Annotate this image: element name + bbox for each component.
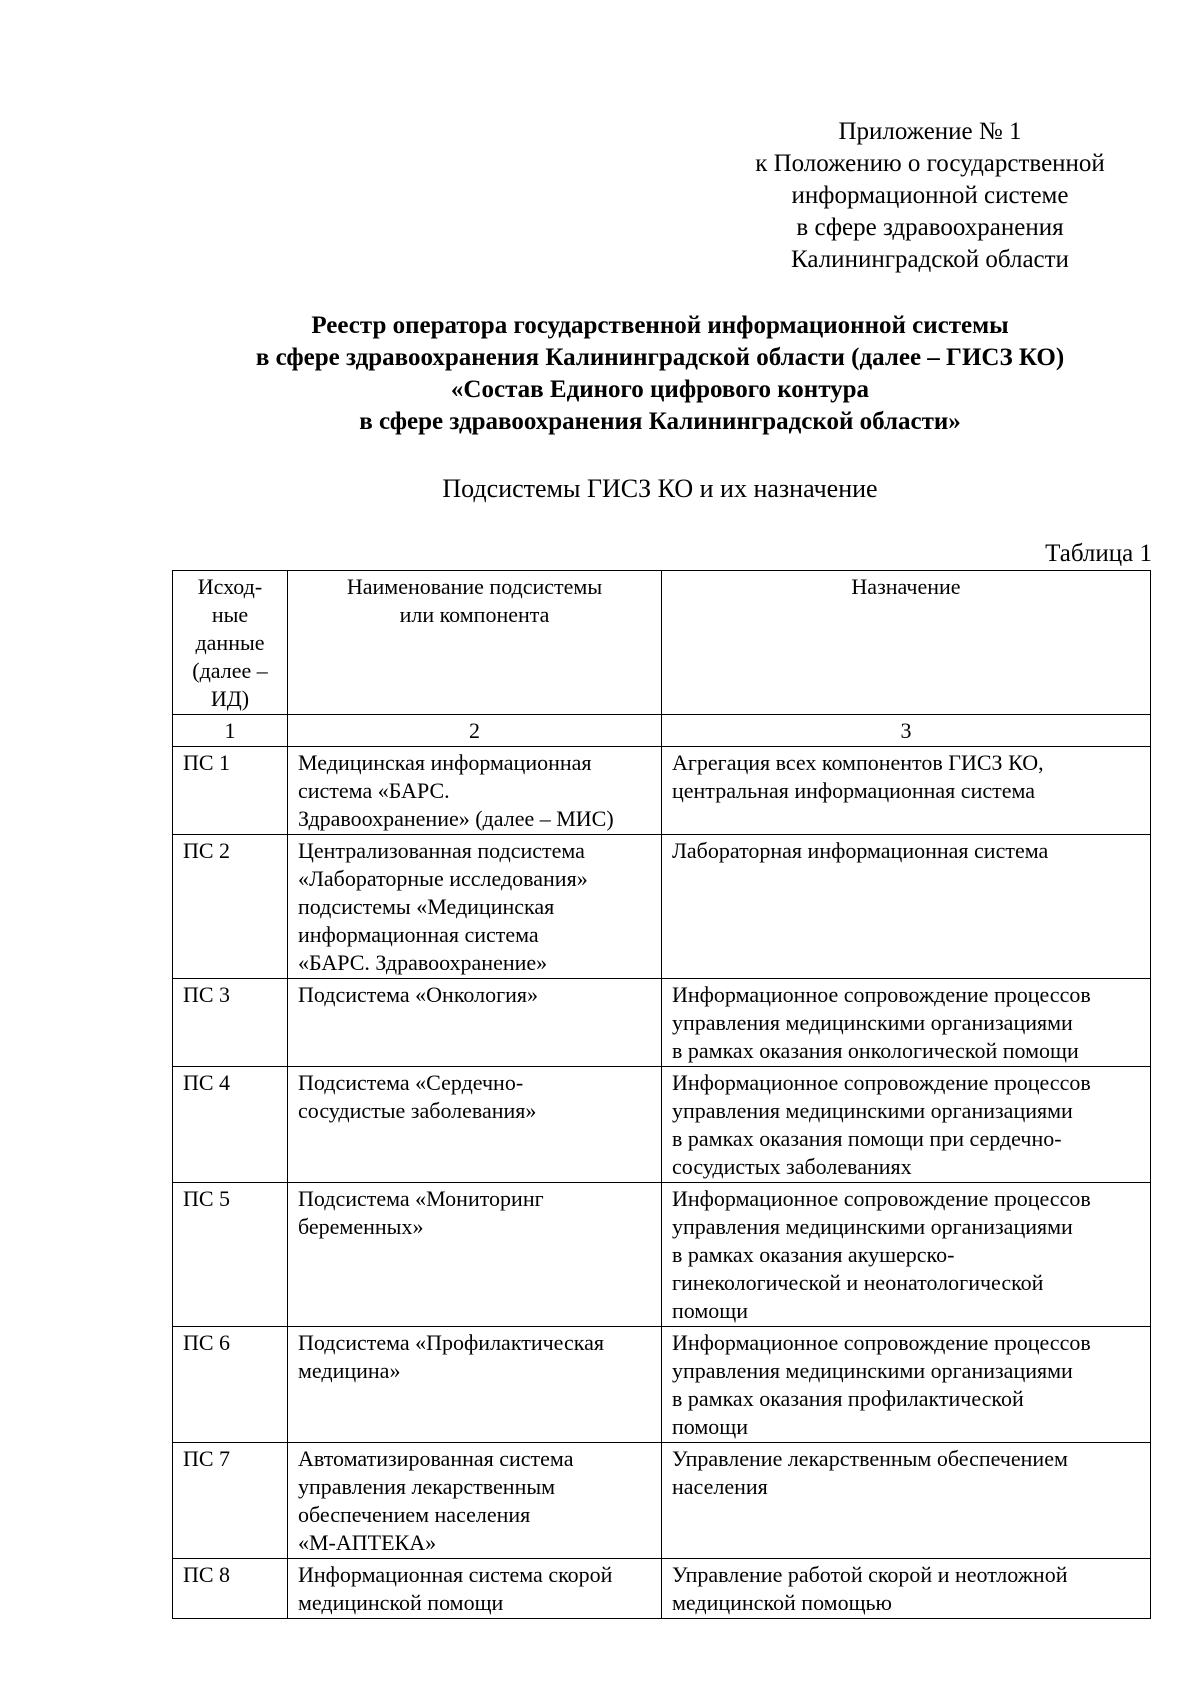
cell-line: Информационное сопровождение процессов — [672, 1186, 1091, 1211]
cell-line: в рамках оказания профилактической — [672, 1386, 1024, 1411]
cell-line: гинекологической и неонатологической — [672, 1270, 1044, 1295]
cell-line: «Лабораторные исследования» — [298, 866, 588, 891]
cell-line: обеспечением населения — [298, 1502, 531, 1527]
cell-line: Управление лекарственным обеспечением — [672, 1446, 1068, 1471]
row-id-cell: ПС 1 — [173, 747, 288, 835]
cell-line: Подсистема «Мониторинг — [298, 1186, 544, 1211]
cell-line: «БАРС. Здравоохранение» — [298, 950, 548, 975]
cell-line: Автоматизированная система — [298, 1446, 574, 1471]
header-line: ные — [211, 602, 249, 627]
cell-line: медицинской помощи — [298, 1590, 504, 1615]
table-row — [173, 747, 1151, 835]
row-id-cell: ПС 7 — [173, 1443, 288, 1559]
cell-line: Подсистема «Сердечно- — [298, 1070, 524, 1095]
cell-line: сосудистых заболеваниях — [672, 1154, 912, 1179]
cell-line: сосудистые заболевания» — [298, 1098, 537, 1123]
registry-title — [150, 310, 1170, 438]
cell-line: медицинской помощью — [672, 1590, 892, 1615]
table-row — [173, 835, 1151, 979]
cell-line: Агрегация всех компонентов ГИСЗ КО, — [672, 750, 1044, 775]
row-name-cell — [288, 747, 662, 835]
appendix-line: информационной системе — [791, 182, 1069, 209]
row-id-cell: ПС 3 — [173, 979, 288, 1067]
header-line: (далее – — [192, 658, 268, 683]
row-purpose-cell — [662, 1443, 1151, 1559]
header-purpose — [662, 571, 1151, 715]
table-row — [173, 979, 1151, 1067]
header-line: Назначение — [851, 574, 961, 599]
header-line: данные — [195, 630, 265, 655]
row-name-cell — [288, 979, 662, 1067]
cell-line: «М-АПТЕКА» — [298, 1530, 437, 1555]
row-name-cell — [288, 1183, 662, 1327]
column-numbers-row — [173, 715, 1151, 747]
section-subtitle: Подсистемы ГИСЗ КО и их назначение — [442, 474, 878, 503]
cell-line: система «БАРС. — [298, 778, 450, 803]
header-line: Наименование подсистемы — [346, 574, 603, 599]
cell-line: в рамках оказания акушерско- — [672, 1242, 955, 1267]
table-row — [173, 1327, 1151, 1443]
table-row — [173, 1067, 1151, 1183]
appendix-heading — [700, 116, 1160, 276]
cell-line: Информационная система скорой — [298, 1562, 613, 1587]
cell-line: управления лекарственным — [298, 1474, 556, 1499]
cell-line: управления медицинскими организациями — [672, 1358, 1073, 1383]
cell-line: Медицинская информационная — [298, 750, 592, 775]
table-label: Таблица 1 — [1045, 540, 1152, 567]
row-name-cell — [288, 1327, 662, 1443]
column-number: 3 — [662, 715, 1151, 747]
cell-line: управления медицинскими организациями — [672, 1098, 1073, 1123]
cell-line: Информационное сопровождение процессов — [672, 1330, 1091, 1355]
row-name-cell — [288, 1067, 662, 1183]
column-number: 2 — [288, 715, 662, 747]
subsystems-table — [172, 570, 1151, 1619]
row-purpose-cell — [662, 979, 1151, 1067]
registry-title-line: в сфере здравоохранения Калининградской области (далее – ГИСЗ КО) — [255, 344, 1065, 371]
registry-title-line: Реестр оператора государственной информационной системы — [311, 312, 1009, 339]
row-purpose-cell — [662, 747, 1151, 835]
cell-line: населения — [672, 1474, 768, 1499]
cell-line: Здравоохранение» (далее – МИС) — [298, 806, 614, 831]
row-id-cell: ПС 2 — [173, 835, 288, 979]
row-purpose-cell — [662, 1327, 1151, 1443]
table-body — [173, 747, 1151, 1619]
appendix-line: к Положению о государственной — [755, 150, 1105, 177]
row-name-cell — [288, 1559, 662, 1619]
cell-line: беременных» — [298, 1214, 424, 1239]
table-row — [173, 1559, 1151, 1619]
cell-line: помощи — [672, 1298, 748, 1323]
column-number: 1 — [173, 715, 288, 747]
cell-line: центральная информационная система — [672, 778, 1036, 803]
cell-line: медицина» — [298, 1358, 401, 1383]
table-row — [173, 1183, 1151, 1327]
row-purpose-cell — [662, 1559, 1151, 1619]
cell-line: Подсистема «Онкология» — [298, 982, 539, 1007]
row-purpose-cell — [662, 1067, 1151, 1183]
cell-line: помощи — [672, 1414, 748, 1439]
cell-line: управления медицинскими организациями — [672, 1214, 1073, 1239]
row-id-cell: ПС 5 — [173, 1183, 288, 1327]
row-purpose-cell — [662, 835, 1151, 979]
appendix-line: Приложение № 1 — [838, 118, 1022, 145]
header-line: Исход- — [197, 574, 263, 599]
header-line: ИД) — [210, 686, 250, 711]
row-id-cell: ПС 8 — [173, 1559, 288, 1619]
cell-line: Информационное сопровождение процессов — [672, 982, 1091, 1007]
appendix-line: Калининградской области — [791, 246, 1069, 273]
row-purpose-cell — [662, 1183, 1151, 1327]
cell-line: в рамках оказания онкологической помощи — [672, 1038, 1079, 1063]
cell-line: Лабораторная информационная система — [672, 838, 1049, 863]
header-subsystem-name — [288, 571, 662, 715]
cell-line: информационная система — [298, 922, 539, 947]
cell-line: управления медицинскими организациями — [672, 1010, 1073, 1035]
cell-line: подсистемы «Медицинская — [298, 894, 555, 919]
table-row — [173, 1443, 1151, 1559]
cell-line: Централизованная подсистема — [298, 838, 585, 863]
row-name-cell — [288, 1443, 662, 1559]
table-header-row — [173, 571, 1151, 715]
cell-line: Подсистема «Профилактическая — [298, 1330, 604, 1355]
row-name-cell — [288, 835, 662, 979]
cell-line: Информационное сопровождение процессов — [672, 1070, 1091, 1095]
header-source-data — [173, 571, 288, 715]
row-id-cell: ПС 4 — [173, 1067, 288, 1183]
cell-line: Управление работой скорой и неотложной — [672, 1562, 1068, 1587]
header-line: или компонента — [399, 602, 550, 627]
registry-title-line: в сфере здравоохранения Калининградской области» — [359, 408, 961, 435]
cell-line: в рамках оказания помощи при сердечно- — [672, 1126, 1062, 1151]
row-id-cell: ПС 6 — [173, 1327, 288, 1443]
appendix-line: в сфере здравоохранения — [796, 214, 1064, 241]
registry-title-line: «Состав Единого цифрового контура — [450, 376, 870, 403]
